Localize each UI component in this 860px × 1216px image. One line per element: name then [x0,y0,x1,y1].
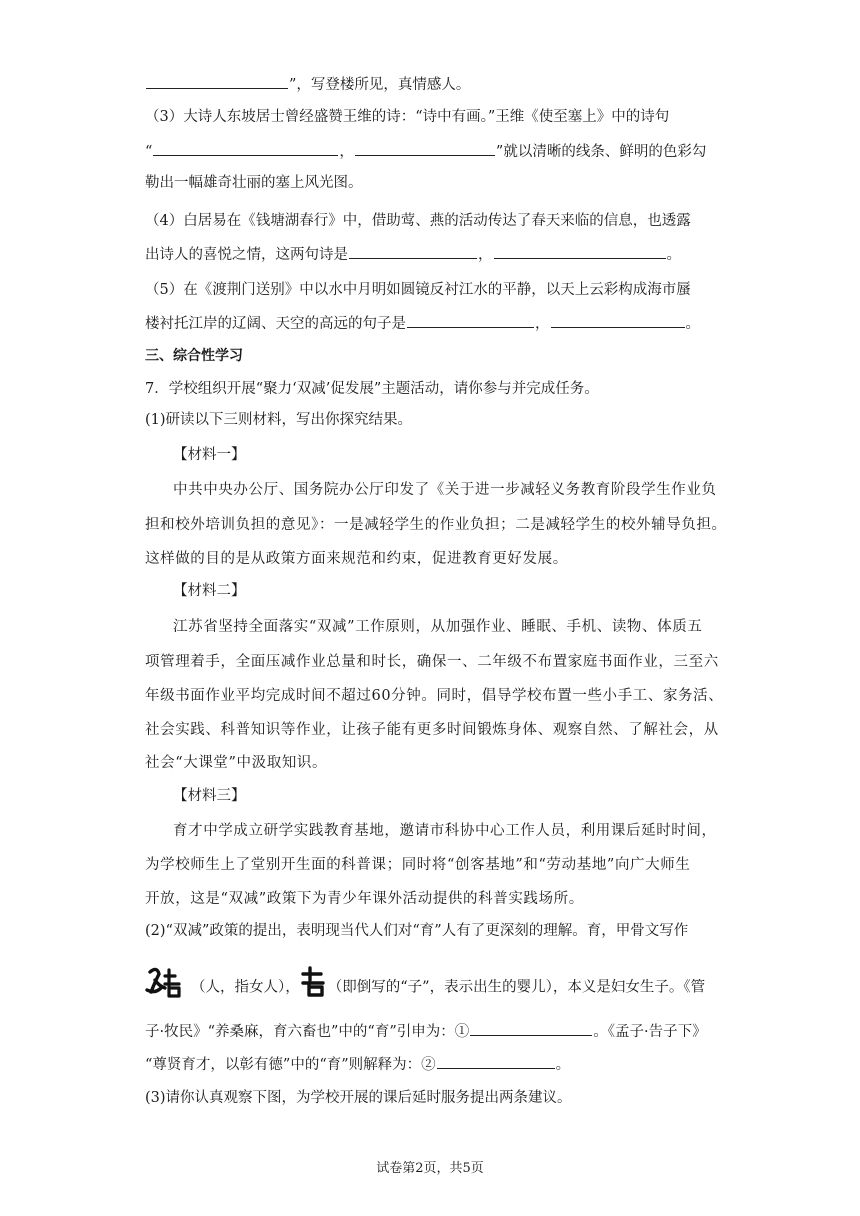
q7-sub2-line4: “尊贤育才，以彰有德”中的“育”则解释为：② 。 [145,1053,860,1076]
q7-sub2-line3: 子·牧民》“养桑麻，育六畜也”中的“育”引申为：① 。《孟子·告子下》 [145,1020,860,1043]
q7-sub1: (1)研读以下三则材料，写出你探究结果。 [145,412,413,428]
q6-p4-line1: （4）白居易在《钱塘湖春行》中，借助莺、燕的活动传达了春天来临的信息，也透露 [145,213,691,229]
oracle-glyph-child-icon [300,964,328,1011]
q7-sub3: (3)请你认真观察下图，为学校开展的课后延时服务提出两条建议。 [145,1090,572,1106]
q7-sub2-line1: (2)“双减”政策的提出，表明现当代人们对“育”人有了更深刻的理解。育，甲骨文写作 [145,923,689,939]
answer-blank[interactable] [146,73,288,89]
material-2-title: 【材料二】 [173,583,246,599]
material-3-line: 为学校师生上了堂别开生面的科普课；同时将“创客基地”和“劳动基地”向广大师生 [145,857,691,873]
material-2-line: 年级书面作业平均完成时间不超过60分钟。同时，倡导学校布置一些小手工、家务活、 [145,688,724,704]
answer-blank[interactable] [349,243,477,259]
material-3-line: 开放，这是“双减”政策下为青少年课外活动提供的科普实践场所。 [145,891,584,907]
q6-p5-line1: （5）在《渡荆门送别》中以水中月明如圆镜反衬江水的平静，以天上云彩构成海市蜃 [145,282,691,298]
material-2-line: 江苏省坚持全面落实“双减”工作原则，从加强作业、睡眠、手机、读物、体质五 [173,619,703,635]
page-footer: 试卷第2页，共5页 [376,1161,484,1176]
material-1-title: 【材料一】 [173,447,246,463]
material-2-line: 社会实践、科普知识等作业，让孩子能有更多时间锻炼身体、观察自然、了解社会，从 [145,722,719,738]
material-2-line: 项管理着手，全面压减作业总量和时长，确保一、二年级不布置家庭书面作业，三至六 [145,654,719,670]
answer-blank[interactable] [407,312,534,328]
material-1-line: 这样做的目的是从政策方面来规范和约束，促进教育更好发展。 [145,551,568,567]
q6-p3-line1: （3）大诗人东坡居士曾经盛赞王维的诗：“诗中有画。”王维《使至塞上》中的诗句 [145,109,670,125]
oracle-glyph-woman-icon [145,962,191,1013]
answer-blank[interactable] [355,140,495,156]
answer-blank[interactable] [153,140,338,156]
material-1-line: 中共中央办公厅、国务院办公厅印发了《关于进一步减轻义务教育阶段学生作业负 [173,482,717,498]
q6-p5-line2: 楼衬托江岸的辽阔、天空的高远的句子是 ， 。 [145,312,860,335]
material-3-line: 育才中学成立研学实践教育基地，邀请市科协中心工作人员，利用课后延时时间， [173,823,717,839]
material-1-line: 担和校外培训负担的意见》：一是减轻学生的作业负担；二是减轻学生的校外辅导负担。 [145,517,727,533]
q6-line-top: ”，写登楼所见，真情感人。 [145,73,860,96]
q6-p3-line2: “ ， ”就以清晰的线条、鲜明的色彩勾 [145,140,860,163]
answer-blank[interactable] [437,1053,555,1069]
answer-blank[interactable] [551,312,685,328]
answer-blank[interactable] [494,243,666,259]
section-heading: 三、综合性学习 [145,348,243,364]
q6-p4-line2: 出诗人的喜悦之情，这两句诗是 ， 。 [145,243,860,266]
q7-sub2-line2: （人，指女人）， （即倒写的“子”，表示出生的婴儿），本义是妇女生子。《管 [145,962,860,1013]
q7-intro: 7．学校组织开展“聚力‘双减’促发展”主题活动，请你参与并完成任务。 [145,381,599,397]
q6-p3-line3: 勒出一幅雄奇壮丽的塞上风光图。 [145,175,363,191]
answer-blank[interactable] [470,1020,592,1036]
material-2-line: 社会“大课堂”中汲取知识。 [145,755,328,771]
material-3-title: 【材料三】 [173,788,246,804]
